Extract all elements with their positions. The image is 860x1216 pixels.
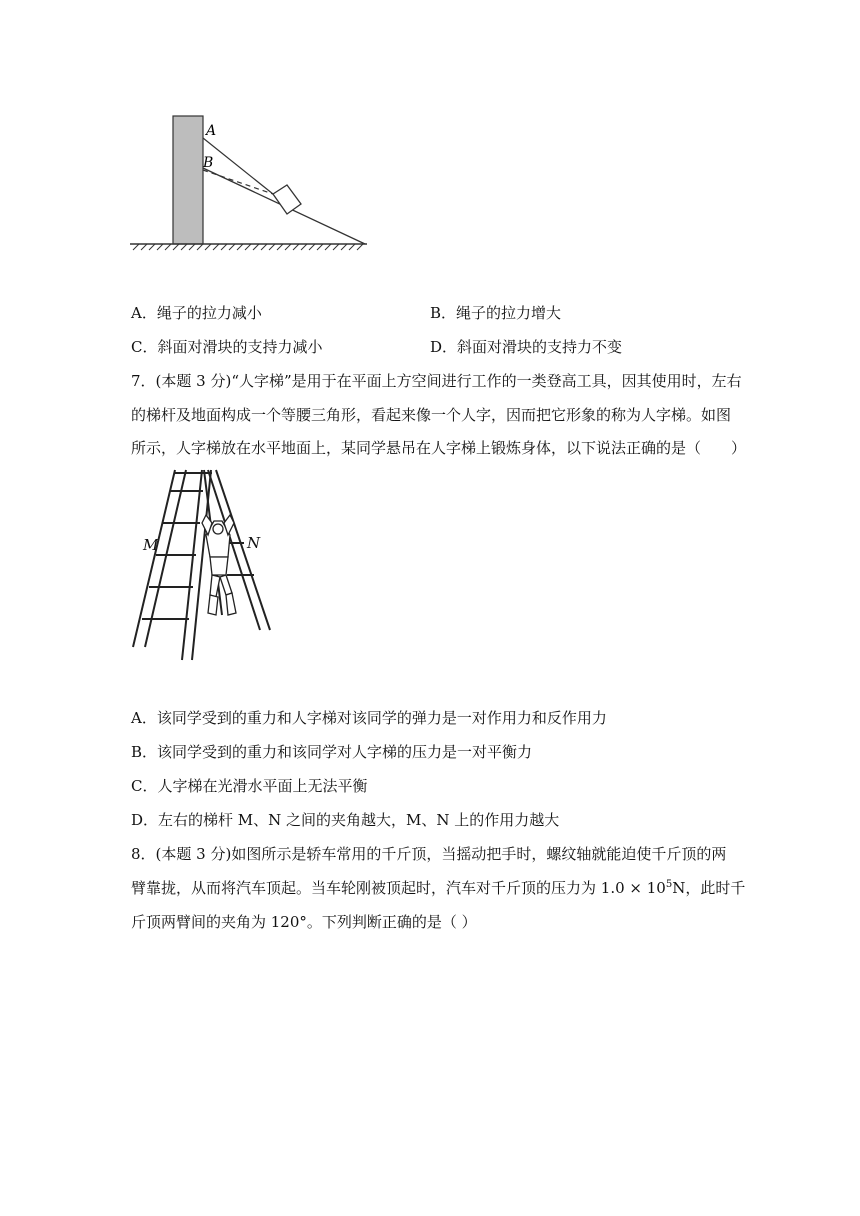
step-ladder-figure (130, 465, 280, 665)
q6-option-c: C．斜面对滑块的支持力减小 (131, 338, 323, 356)
rope-a (203, 138, 273, 194)
q7-stem-line2: 的梯杆及地面构成一个等腰三角形，看起来像一个人字，因而把它形象的称为人字梯。如图 (131, 406, 732, 424)
q8-stem-line2 (131, 878, 745, 898)
label-n: N (247, 534, 261, 552)
slider-block (273, 185, 301, 214)
q7-stem-line3: 所示，人字梯放在水平地面上，某同学悬吊在人字梯上锻炼身体，以下说法正确的是（ ） (131, 439, 747, 457)
wall (173, 116, 203, 244)
q7-option-b: B．该同学受到的重力和该同学对人字梯的压力是一对平衡力 (131, 743, 533, 761)
q6-option-b: B．绳子的拉力增大 (430, 304, 562, 322)
ground-hatching (133, 244, 363, 250)
label-m: M (143, 536, 159, 554)
q7-option-a: A．该同学受到的重力和人字梯对该同学的弹力是一对作用力和反作用力 (131, 709, 607, 727)
q7-option-d: D．左右的梯杆 M、N 之间的夹角越大，M、N 上的作用力越大 (131, 811, 560, 829)
wall-incline-figure (125, 110, 375, 260)
q8-line2-exponent: 5 (665, 879, 673, 890)
label-b: B (203, 155, 214, 171)
q7-option-c: C．人字梯在光滑水平面上无法平衡 (131, 777, 368, 795)
q6-option-d: D．斜面对滑块的支持力不变 (430, 338, 623, 356)
q6-option-a: A．绳子的拉力减小 (131, 304, 262, 322)
q8-line2-text: 臂靠拢，从而将汽车顶起。当车轮刚被顶起时，汽车对千斤顶的压力为 1.0 × 10 (131, 879, 666, 897)
ladder-m (133, 470, 212, 660)
q7-stem-line1: 7．(本题 3 分)“人字梯”是用于在平面上方空间进行工作的一类登高工具，因其使用时，左右 (131, 372, 742, 390)
q8-line2-tail: N，此时千 (672, 879, 746, 897)
label-a: A (206, 123, 217, 139)
q8-stem-line3: 斤顶两臂间的夹角为 120°。下列判断正确的是（ ） (131, 913, 477, 931)
hanging-person (202, 515, 236, 615)
q8-stem-line1: 8．(本题 3 分)如图所示是轿车常用的千斤顶，当摇动把手时，螺纹轴就能迫使千斤顶的两 (131, 845, 727, 863)
rope-b-dashed (203, 170, 273, 194)
